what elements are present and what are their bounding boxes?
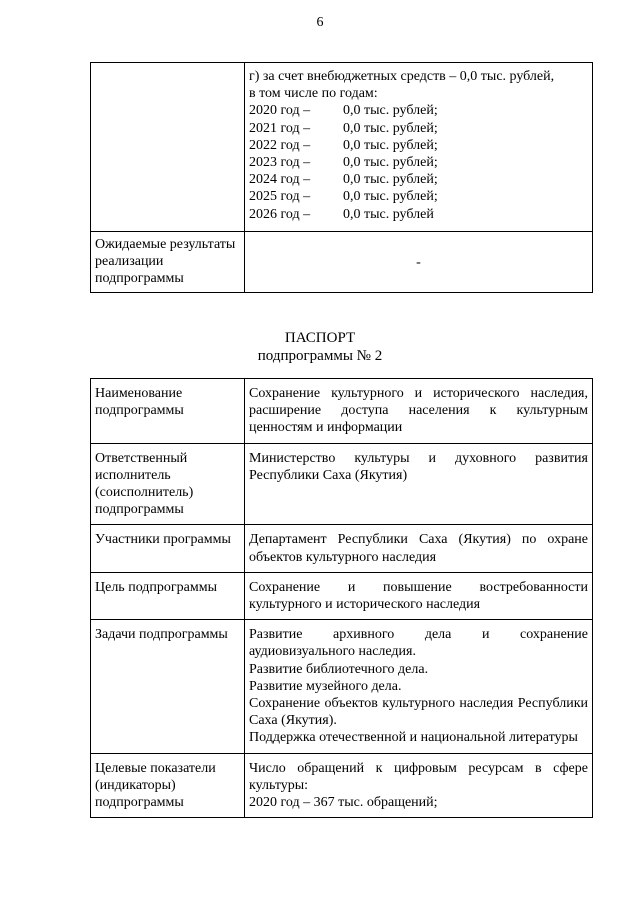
- funding-cell: [245, 63, 593, 232]
- year-row: [249, 137, 588, 154]
- indicators-text: Число обращений к цифровым ресурсам в сфере культуры:: [249, 760, 588, 793]
- passport-heading: [0, 329, 640, 365]
- year-label: 2022 год –: [249, 137, 311, 153]
- year-amount: 0,0 тыс. рублей;: [343, 155, 438, 171]
- year-amount: 0,0 тыс. рублей;: [343, 172, 438, 188]
- tasks-value: [245, 620, 593, 753]
- indicators-label: Целевые показатели (индикаторы) подпрограммы: [91, 753, 245, 818]
- table-row: [91, 525, 593, 572]
- year-row: [249, 188, 588, 205]
- year-amount: 0,0 тыс. рублей;: [343, 137, 438, 153]
- empty-cell: [91, 63, 245, 232]
- year-label: 2025 год –: [249, 189, 311, 205]
- tasks-label: Задачи подпрограммы: [91, 620, 245, 753]
- participants-label: Участники программы: [91, 525, 245, 572]
- page-number: 6: [316, 15, 324, 30]
- passport-subtitle: подпрограммы № 2: [257, 348, 383, 364]
- year-amount: 0,0 тыс. рублей;: [343, 120, 438, 136]
- name-value: Сохранение культурного и исторического наследия, расширение доступа населения к культурным ценностям и информации: [245, 379, 593, 444]
- executor-value: Министерство культуры и духовного развития Республики Саха (Якутия): [245, 443, 593, 525]
- indicators-value: [245, 753, 593, 818]
- task-item: Поддержка отечественной и национальной литературы: [249, 730, 578, 746]
- year-amount: 0,0 тыс. рублей;: [343, 189, 438, 205]
- passport-title: ПАСПОРТ: [284, 330, 356, 346]
- year-row: [249, 206, 588, 223]
- goal-label: Цель подпрограммы: [91, 572, 245, 619]
- task-item: Развитие библиотечного дела.: [249, 661, 429, 677]
- goal-value: Сохранение и повышение востребованности культурного и исторического наследия: [245, 572, 593, 619]
- year-label: 2021 год –: [249, 120, 311, 136]
- funding-header-line2: в том числе по годам:: [249, 86, 378, 102]
- results-value: -: [245, 231, 593, 293]
- table-row: [91, 753, 593, 818]
- year-row: [249, 102, 588, 119]
- task-item: Развитие архивного дела и сохранение аудиовизуального наследия.: [249, 627, 588, 660]
- table-row: [91, 63, 593, 232]
- results-label: Ожидаемые результаты реализации подпрограммы: [91, 231, 245, 293]
- table-row: [91, 231, 593, 293]
- table-row: [91, 620, 593, 753]
- passport-table: [90, 378, 593, 818]
- funding-header-line1: г) за счет внебюджетных средств – 0,0 тыс. рублей,: [249, 69, 555, 84]
- year-label: 2024 год –: [249, 172, 311, 188]
- table-row: [91, 572, 593, 619]
- year-row: [249, 154, 588, 171]
- funding-table: [90, 62, 593, 293]
- task-item: Сохранение объектов культурного наследия Республики Саха (Якутия).: [249, 696, 588, 729]
- task-item: Развитие музейного дела.: [249, 678, 402, 694]
- table-row: [91, 443, 593, 525]
- year-label: 2023 год –: [249, 155, 311, 171]
- participants-value: Департамент Республики Саха (Якутия) по охране объектов культурного наследия: [245, 525, 593, 572]
- table-row: [91, 379, 593, 444]
- year-label: 2020 год –: [249, 103, 311, 119]
- executor-label: Ответственный исполнитель (соисполнитель) подпрограммы: [91, 443, 245, 525]
- name-label: Наименование подпрограммы: [91, 379, 245, 444]
- year-row: [249, 120, 588, 137]
- year-label: 2026 год –: [249, 206, 311, 222]
- indicators-year: 2020 год – 367 тыс. обращений;: [249, 795, 438, 811]
- year-amount: 0,0 тыс. рублей: [343, 206, 434, 222]
- year-row: [249, 171, 588, 188]
- year-amount: 0,0 тыс. рублей;: [343, 103, 438, 119]
